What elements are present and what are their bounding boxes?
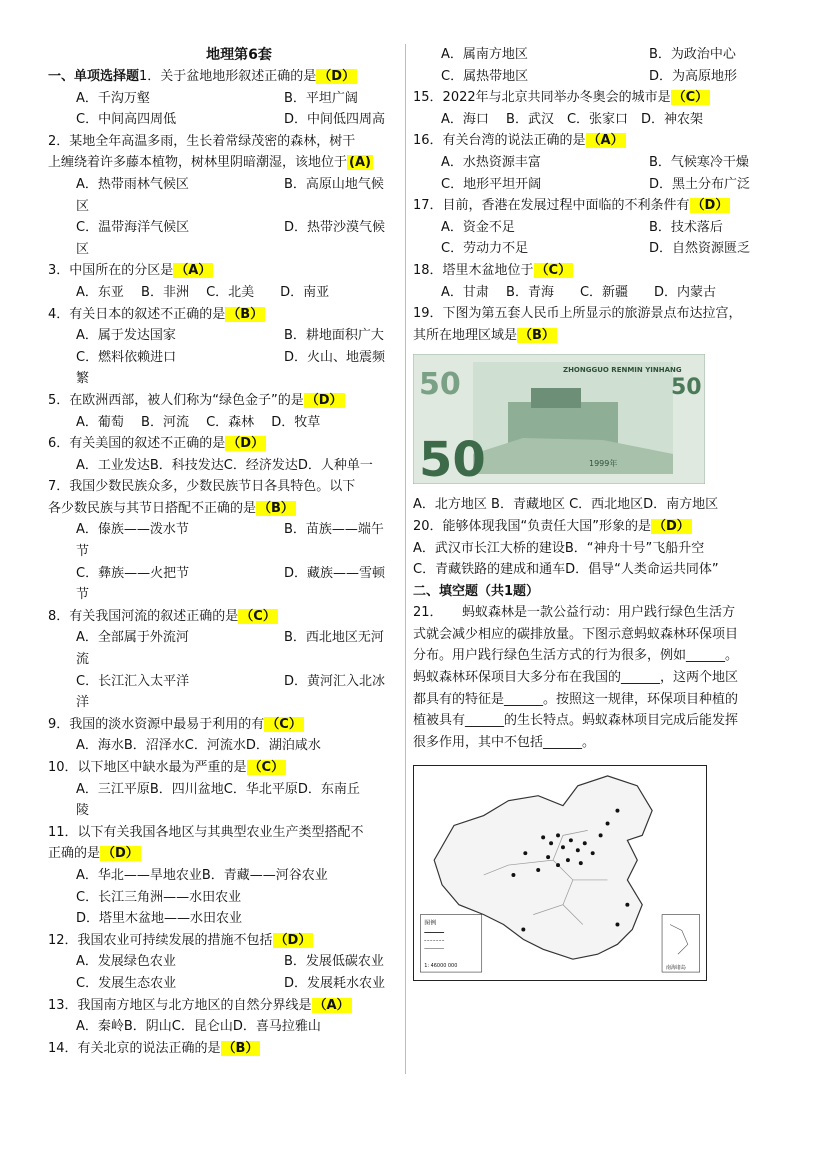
- option-c[interactable]: C．劳动力不足: [441, 241, 529, 257]
- option-d[interactable]: D．热带沙漠气候: [284, 220, 386, 236]
- project-dot: [569, 839, 573, 843]
- q20-options[interactable]: C．青藏铁路的建成和通车D．倡导“人类命运共同体”: [413, 562, 719, 578]
- option-a[interactable]: A．属南方地区: [441, 47, 528, 62]
- project-dot: [579, 862, 583, 866]
- q18-options[interactable]: A．甘肃 B．青海 C．新疆 D．内蒙古: [441, 284, 717, 300]
- q11-option-d[interactable]: D．塔里木盆地——水田农业: [76, 911, 243, 927]
- option-a[interactable]: A．傣族——泼水节: [76, 522, 189, 538]
- q2-options: [48, 217, 400, 239]
- q7-options: [48, 519, 400, 541]
- q19-options[interactable]: A．北方地区 B．青藏地区 C．西北地区D．南方地区: [413, 497, 719, 513]
- q4-options: [48, 347, 400, 369]
- option-d[interactable]: D．自然资源匮乏: [649, 241, 751, 257]
- answer-badge: （C）: [535, 262, 572, 278]
- q17-options: [413, 238, 765, 260]
- q5-options[interactable]: A．葡萄 B．河流 C．森林 D．牧草: [76, 414, 321, 430]
- answer-badge: （D）: [318, 69, 356, 84]
- option-a[interactable]: A．属于发达国家: [76, 328, 176, 344]
- q10-options[interactable]: A．三江平原B．四川盆地C．华北平原D．东南丘: [76, 781, 360, 797]
- q8-wrap: 流: [76, 652, 90, 668]
- option-d[interactable]: D．为高原地形: [649, 68, 738, 84]
- q7-stem: 7．我国少数民族众多，少数民族节日各具特色。以下: [48, 479, 356, 495]
- legend-title: 图例: [424, 919, 437, 927]
- option-b[interactable]: B．西北地区无河: [284, 630, 384, 646]
- potala-palace: [508, 402, 618, 444]
- option-d[interactable]: D．黑土分布广泛: [649, 176, 751, 192]
- q5-stem: 5．在欧洲西部，被人们称为“绿色金子”的是 （D）: [48, 392, 343, 408]
- project-dot: [523, 852, 527, 856]
- q10-stem: 10．以下地区中缺水最为严重的是 （C）: [48, 760, 285, 775]
- project-dot: [556, 864, 560, 868]
- answer-badge: （B）: [258, 500, 294, 516]
- q20-stem: 20．能够体现我国“负责任大国”形象的是 （D）: [413, 518, 690, 534]
- option-a[interactable]: A．水热资源丰富: [441, 154, 541, 170]
- option-c[interactable]: C．中间高四周低: [76, 112, 177, 128]
- option-c[interactable]: C．发展生态农业: [76, 975, 177, 991]
- project-dot: [541, 836, 545, 840]
- q1-options: [48, 88, 400, 110]
- q21-line: 蚂蚁森林环保项目大多分布在我国的______，这两个地区: [413, 670, 739, 686]
- option-b[interactable]: B．平坦广阔: [284, 90, 358, 106]
- q13-options[interactable]: A．秦岭B．阴山C．昆仑山D．喜马拉雅山: [76, 1019, 321, 1035]
- q7-wrap: 节: [76, 544, 90, 560]
- q11-option-ab[interactable]: A．华北——旱地农业B．青藏——河谷农业: [76, 867, 328, 883]
- q17-stem: 17．目前，香港在发展过程中面临的不利条件有 （D）: [413, 198, 729, 214]
- option-c[interactable]: C．地形平坦开阔: [441, 176, 542, 192]
- q14-options: [413, 44, 765, 66]
- option-b[interactable]: B．苗族——端午: [284, 522, 384, 538]
- q1-options: [48, 109, 400, 131]
- option-d[interactable]: D．火山、地震频: [284, 349, 386, 365]
- q12-options: [48, 951, 400, 973]
- option-b[interactable]: B．技术落后: [649, 219, 723, 235]
- option-c[interactable]: C．燃料依赖进口: [76, 349, 177, 365]
- q21-line: 式就会减少相应的碳排放量。下图示意蚂蚁森林环保项目: [413, 626, 739, 642]
- option-c[interactable]: C．彝族——火把节: [76, 565, 190, 581]
- q7-wrap: 节: [76, 587, 90, 603]
- option-a[interactable]: A．千沟万壑: [76, 90, 150, 106]
- q2-stem: 上缠绕着许多藤本植物，树林里阴暗潮湿，该地位于 (A): [48, 155, 371, 171]
- inset-label: 南海诸岛: [666, 965, 686, 972]
- option-a[interactable]: A．资金不足: [441, 219, 515, 235]
- q21-line: 都具有的特征是______。按照这一规律，环保项目种植的: [413, 691, 739, 707]
- q14-stem: 14．有关北京的说法正确的是 （B）: [48, 1040, 259, 1056]
- answer-badge: （B）: [227, 306, 264, 322]
- q6-stem: 6．有关美国的叙述不正确的是 （D）: [48, 436, 265, 452]
- q19-stem: 其所在地理区域是 （B）: [413, 327, 555, 343]
- option-b[interactable]: B．高原山地气候: [284, 176, 384, 192]
- answer-badge: （B）: [519, 327, 555, 343]
- answer-badge: （A）: [313, 997, 350, 1013]
- q18-stem: 18．塔里木盆地位于 （C）: [413, 262, 572, 278]
- q3-options[interactable]: A．东亚 B．非洲 C．北美 D．南亚: [76, 284, 330, 300]
- q6-options[interactable]: A．工业发达B．科技发达C．经济发达D．人种单一: [76, 457, 373, 473]
- q21-line: 很多作用，其中不包括______。: [413, 734, 596, 750]
- q9-stem: 9．我国的淡水资源中最易于利用的有 （C）: [48, 716, 302, 732]
- answer-badge: （D）: [102, 846, 139, 862]
- answer-badge: （D）: [653, 518, 690, 534]
- denomination-bottom: 50: [419, 432, 486, 485]
- option-d[interactable]: D．中间低四周高: [284, 112, 386, 128]
- q11-option-c[interactable]: C．长江三角洲——水田农业: [76, 889, 242, 905]
- option-b[interactable]: B．发展低碳农业: [284, 954, 384, 970]
- option-a[interactable]: A．发展绿色农业: [76, 954, 176, 970]
- q16-options: [413, 152, 765, 174]
- project-dot: [606, 822, 610, 826]
- project-dot: [576, 849, 580, 853]
- right-column: [413, 44, 765, 985]
- q13-stem: 13．我国南方地区与北方地区的自然分界线是 （A）: [48, 997, 350, 1013]
- china-map: [413, 765, 707, 981]
- q8-options: [48, 671, 400, 693]
- project-dot: [625, 903, 629, 907]
- q16-options: [413, 174, 765, 196]
- palace-top: [531, 388, 581, 408]
- option-c[interactable]: C．温带海洋气候区: [76, 220, 190, 236]
- project-dot: [521, 928, 525, 932]
- q2-wrap: 区: [76, 241, 90, 257]
- project-dot: [591, 852, 595, 856]
- q12-stem: 12．我国农业可持续发展的措施不包括 （D）: [48, 932, 312, 948]
- q3-stem: 3．中国所在的分区是 （A）: [48, 263, 212, 279]
- q8-wrap: 洋: [76, 695, 90, 711]
- year-text: 1999年: [589, 459, 618, 469]
- banknote-image: [413, 354, 705, 484]
- denomination-top: 50: [419, 367, 461, 403]
- answer-badge: （C）: [266, 716, 302, 732]
- option-b[interactable]: B．气候寒冷干燥: [649, 154, 749, 170]
- q14-options: [413, 66, 765, 88]
- option-b[interactable]: B．为政治中心: [649, 47, 736, 62]
- project-dot: [549, 842, 553, 846]
- project-dot: [615, 923, 619, 927]
- inset-box: [662, 915, 700, 972]
- answer-badge: （D）: [305, 392, 343, 408]
- q7-stem: 各少数民族与其节日搭配不正确的是 （B）: [48, 500, 294, 516]
- q4-wrap: 繁: [76, 371, 90, 387]
- project-dot: [546, 856, 550, 860]
- answer-badge: （C）: [248, 760, 285, 775]
- project-dot: [566, 859, 570, 863]
- answer-badge: (A): [349, 155, 371, 171]
- q11-stem: 11．以下有关我国各地区与其典型农业生产类型搭配不: [48, 824, 364, 840]
- q1-stem: 一、单项选择题1．关于盆地地形叙述正确的是 （D）: [48, 69, 356, 84]
- project-dot: [599, 834, 603, 838]
- option-c[interactable]: C．属热带地区: [441, 68, 529, 84]
- project-dot: [536, 868, 540, 872]
- option-c[interactable]: C．长江汇入太平洋: [76, 673, 190, 689]
- map-scale: 1: 46000 000: [424, 963, 458, 970]
- q21-line: 植被具有______的生长特点。蚂蚁森林项目完成后能发挥: [413, 713, 739, 729]
- q15-options[interactable]: A．海口 B．武汉 C．张家口 D．神农架: [441, 111, 704, 127]
- q8-options: [48, 627, 400, 649]
- answer-badge: （C）: [672, 90, 709, 106]
- answer-badge: （A）: [587, 133, 624, 149]
- q17-options: [413, 217, 765, 239]
- answer-badge: （D）: [274, 932, 312, 948]
- answer-badge: （C）: [240, 608, 276, 624]
- q16-stem: 16．有关台湾的说法正确的是 （A）: [413, 133, 624, 149]
- q11-stem: 正确的是 （D）: [48, 846, 139, 862]
- page-title: 地理第6套: [206, 47, 272, 63]
- answer-badge: （D）: [691, 198, 729, 214]
- option-a[interactable]: A．全部属于外流河: [76, 630, 189, 646]
- option-b[interactable]: B．耕地面积广大: [284, 328, 384, 344]
- column-divider: [405, 44, 406, 1074]
- left-column: [48, 44, 400, 1059]
- answer-badge: （B）: [222, 1040, 259, 1056]
- q9-options[interactable]: A．海水B．沼泽水C．河流水D．湖泊咸水: [76, 738, 321, 754]
- project-dot: [511, 873, 515, 877]
- q21-line: 21． 蚂蚁森林是一款公益行动：用户践行绿色生活方: [413, 605, 736, 621]
- option-d[interactable]: D．发展耗水农业: [284, 975, 386, 991]
- section2-title: 二、填空题（共1题）: [413, 583, 540, 599]
- q2-wrap: 区: [76, 198, 90, 214]
- q2-options: [48, 174, 400, 196]
- q12-options: [48, 973, 400, 995]
- option-d[interactable]: D．黄河汇入北冰: [284, 673, 386, 689]
- q4-stem: 4．有关日本的叙述不正确的是 （B）: [48, 306, 264, 322]
- answer-badge: （A）: [175, 263, 212, 279]
- q20-options[interactable]: A．武汉市长江大桥的建设B．“神舟十号”飞船升空: [413, 540, 705, 556]
- denomination-right: 50: [671, 375, 702, 401]
- q4-options: [48, 325, 400, 347]
- project-dot: [615, 809, 619, 813]
- q21-line: 分布。用户践行绿色生活方式的行为很多，例如______。: [413, 648, 739, 664]
- project-dot: [561, 846, 565, 850]
- option-a[interactable]: A．热带雨林气候区: [76, 176, 189, 192]
- option-d[interactable]: D．藏族——雪顿: [284, 565, 386, 581]
- q2-stem: 2．某地全年高温多雨，生长着常绿茂密的森林，树干: [48, 133, 356, 149]
- bank-name: ZHONGGUO RENMIN YINHANG: [563, 366, 682, 375]
- q15-stem: 15．2022年与北京共同举办冬奥会的城市是 （C）: [413, 90, 709, 106]
- q10-wrap: 陵: [76, 803, 90, 819]
- q8-stem: 8．有关我国河流的叙述正确的是 （C）: [48, 608, 276, 624]
- q7-options: [48, 563, 400, 585]
- project-dot: [556, 834, 560, 838]
- project-dot: [583, 842, 587, 846]
- answer-badge: （D）: [227, 436, 265, 452]
- q19-stem: 19．下图为第五套人民币上所显示的旅游景点布达拉宫，: [413, 306, 742, 322]
